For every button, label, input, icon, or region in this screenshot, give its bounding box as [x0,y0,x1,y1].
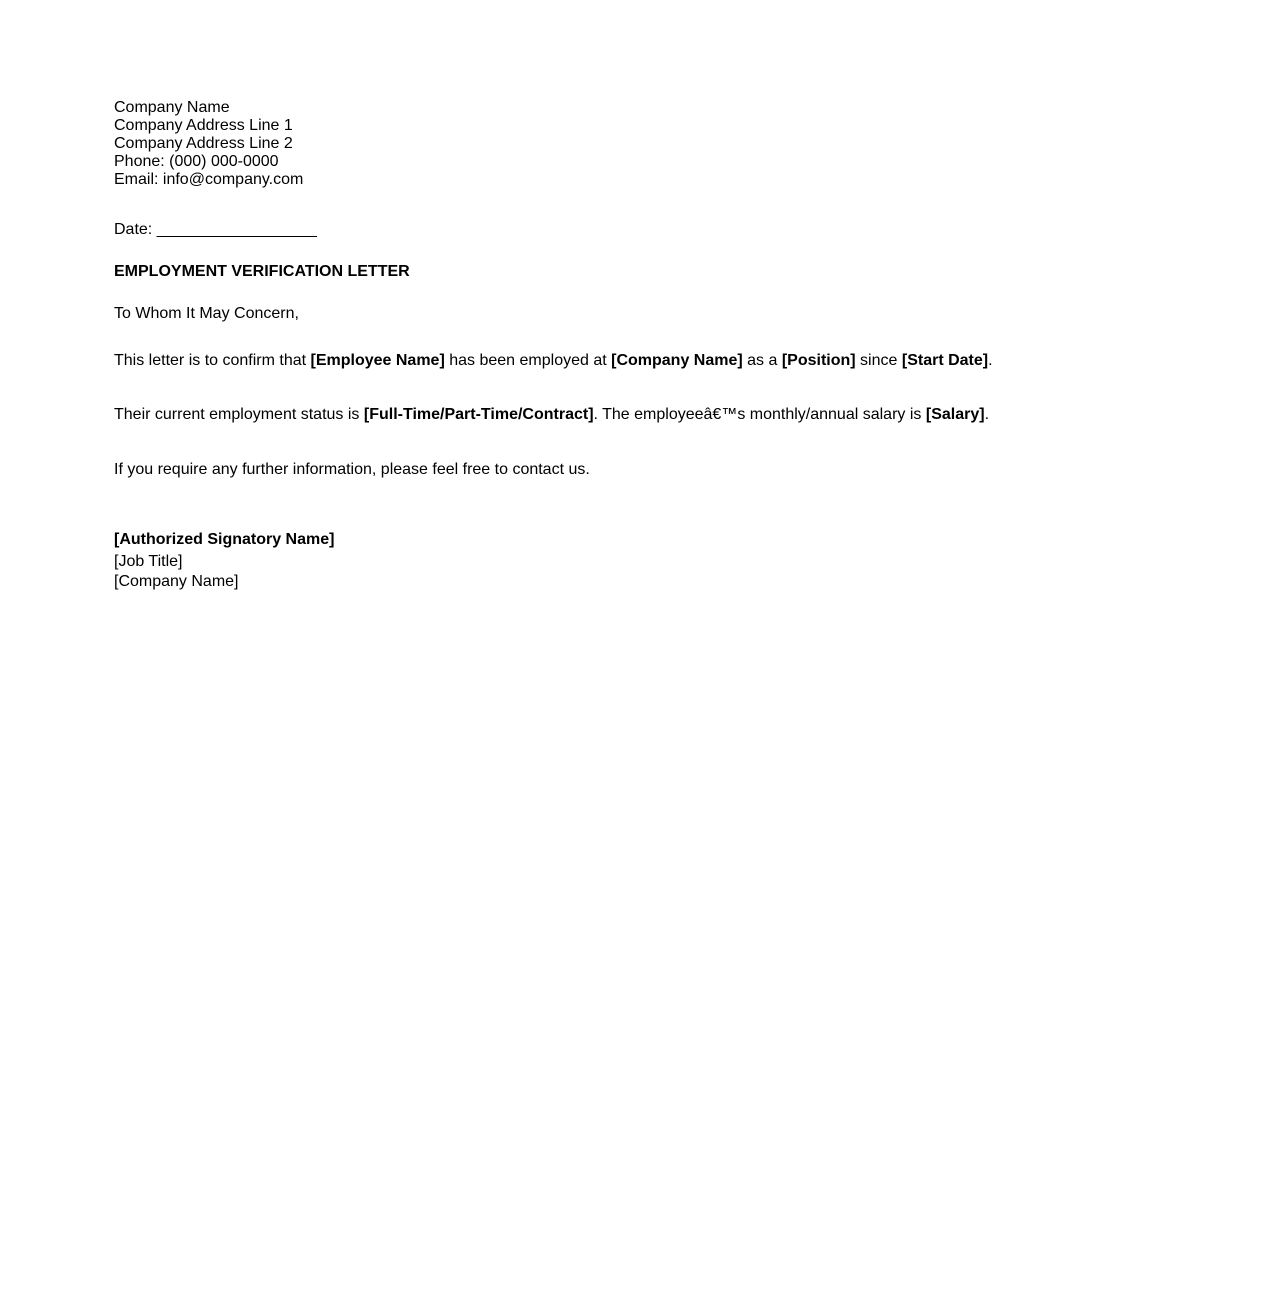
text: . [988,352,993,369]
text: has been employed at [444,352,612,369]
text: since [855,352,902,369]
phone: Phone: (000) 000-0000 [114,153,279,170]
text: . The employeeâ€™s monthly/annual salary is [593,406,926,423]
paragraph-status [114,406,989,424]
paragraph-confirmation [114,352,993,370]
position-placeholder: [Position] [781,352,856,369]
signatory-job-title: [Job Title] [114,553,183,570]
text: Their current employment status is [114,406,364,423]
employee-name-placeholder: [Employee Name] [310,352,445,369]
text: as a [742,352,782,369]
text: . [984,406,990,423]
greeting: To Whom It May Concern, [114,305,299,322]
address-line-1: Company Address Line 1 [114,117,293,134]
date-label: Date: [114,221,153,238]
status-placeholder: [Full-Time/Part-Time/Contract] [363,406,594,423]
email: Email: info@company.com [114,171,304,188]
text: This letter is to confirm that [114,352,311,369]
paragraph-contact: If you require any further information, please feel free to contact us. [114,461,590,478]
start-date-placeholder: [Start Date] [901,352,989,369]
company-name: Company Name [114,99,230,116]
date-line [114,221,317,239]
signatory-name: [Authorized Signatory Name] [114,531,335,548]
address-line-2: Company Address Line 2 [114,135,293,152]
salary-placeholder: [Salary] [925,406,985,423]
company-name-placeholder: [Company Name] [611,352,743,369]
letter-title: EMPLOYMENT VERIFICATION LETTER [114,263,410,280]
signatory-company: [Company Name] [114,573,239,590]
date-blank: __________________ [156,221,317,238]
